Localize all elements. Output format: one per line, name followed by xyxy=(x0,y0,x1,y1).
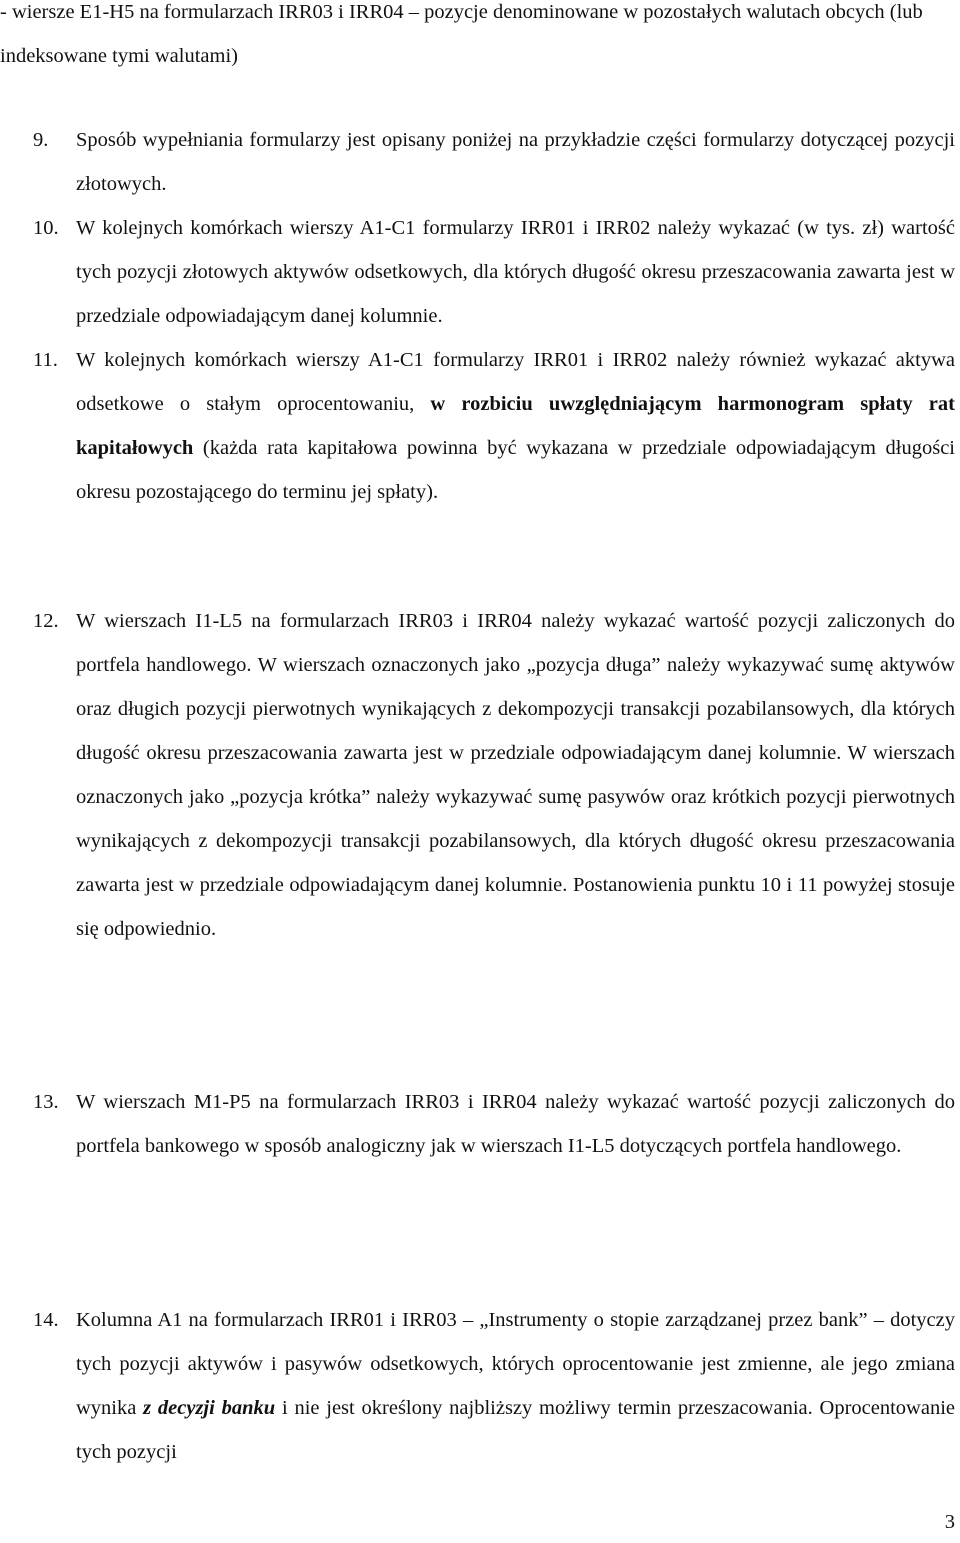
numbered-paragraph-9 xyxy=(33,118,955,206)
paragraph-text: W kolejnych komórkach wierszy A1-C1 formularzy IRR01 i IRR02 należy wykazać (w tys. zł) wartość tych pozycji złotowych aktywów odsetkowych, dla których długość okresu przeszacowania zawarta jest w przedziale odpowiadającym danej kolumnie. xyxy=(76,217,955,327)
paragraph-number: 9. xyxy=(33,129,49,151)
continuation-paragraph xyxy=(0,0,955,78)
paragraph-text: W wierszach I1-L5 na formularzach IRR03 i IRR04 należy wykazać wartość pozycji zaliczonych do portfela handlowego. W wierszach oznaczonych jako „pozycja długa” należy wykazywać sumę aktywów oraz długich pozycji pierwotnych wynikających z dekompozycji transakcji pozabilansowych, dla których długość okresu przeszacowania zawarta jest w przedziale odpowiadającym danej kolumnie. W wierszach oznaczonych jako „pozycja krótka” należy wykazywać sumę pasywów oraz krótkich pozycji pierwotnych wynikających z dekompozycji transakcji pozabilansowych, dla których długość okresu przeszacowania zawarta jest w przedziale odpowiadającym danej kolumnie. Postanowienia punktu 10 i 11 powyżej stosuje się odpowiednio. xyxy=(76,610,955,940)
paragraph-number: 14. xyxy=(33,1309,59,1331)
page-number: 3 xyxy=(944,1511,955,1533)
text-run: W kolejnych komórkach wierszy A1-C1 formularzy IRR01 i IRR02 należy również wykazać aktywa odsetkowe o stałym oprocentowaniu, xyxy=(76,349,955,415)
text-run: (każda rata kapitałowa powinna być wykazana w przedziale odpowiadającym długości okresu pozostającego do terminu jej spłaty). xyxy=(76,437,955,503)
text-run: Kolumna A1 na formularzach IRR01 i IRR03 – „Instrumenty o stopie zarządzanej przez bank” – dotyczy tych pozycji aktywów i pasywów odsetkowych, których oprocentowanie jest zmienne, ale jego zmiana wynika xyxy=(76,1309,955,1419)
text-run: i nie jest określony najbliższy możliwy termin przeszacowania. Oprocentowanie tych pozycji xyxy=(76,1397,956,1463)
paragraph-text xyxy=(33,338,955,514)
bold-emphasis: w rozbiciu uwzględniającym harmonogram spłaty rat kapitałowych xyxy=(76,393,955,459)
bold-italic-emphasis: z decyzji banku xyxy=(143,1397,276,1419)
numbered-paragraph-10 xyxy=(33,206,955,338)
paragraph-text: W wierszach M1-P5 na formularzach IRR03 i IRR04 należy wykazać wartość pozycji zaliczonych do portfela bankowego w sposób analogiczny jak w wierszach I1-L5 dotyczących portfela handlowego. xyxy=(76,1091,955,1157)
numbered-paragraph-12 xyxy=(33,599,955,951)
numbered-paragraph-13 xyxy=(33,1080,955,1168)
paragraph-number: 10. xyxy=(33,217,59,239)
paragraph-number: 11. xyxy=(33,349,58,371)
numbered-paragraph-14 xyxy=(33,1298,955,1474)
paragraph-number: 12. xyxy=(33,610,59,632)
paragraph-text: - wiersze E1-H5 na formularzach IRR03 i IRR04 – pozycje denominowane w pozostałych walutach obcych (lub indeksowane tymi walutami) xyxy=(0,1,923,67)
numbered-paragraph-11 xyxy=(33,338,955,514)
paragraph-text: Sposób wypełniania formularzy jest opisany poniżej na przykładzie części formularzy dotyczącej pozycji złotowych. xyxy=(76,129,955,195)
paragraph-text xyxy=(33,1298,955,1474)
paragraph-number: 13. xyxy=(33,1091,59,1113)
